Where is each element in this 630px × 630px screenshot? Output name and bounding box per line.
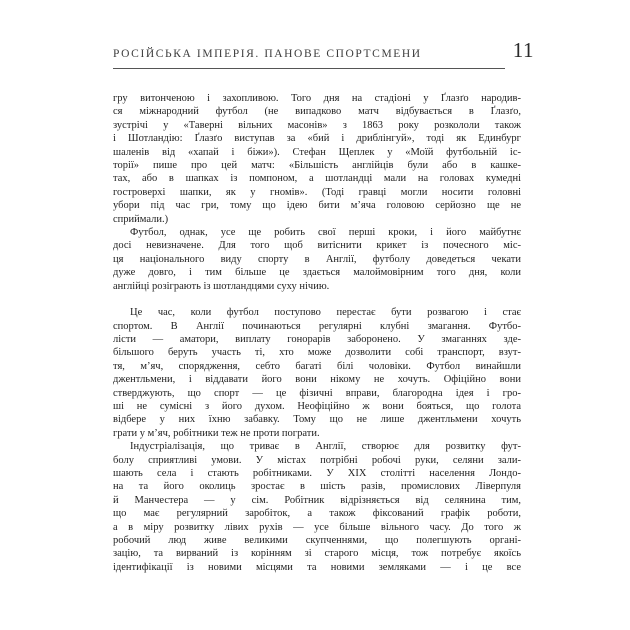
paragraph — [113, 92, 521, 226]
chapter-title: РОСІЙСЬКА ІМПЕРІЯ. ПАНОВЕ СПОРТСМЕНИ — [113, 48, 422, 60]
text-line: грати у м’яч, робітники теж не проти пограти. — [113, 427, 320, 439]
running-head — [113, 44, 505, 69]
text-line: досі невизначене. Для того щоб витіснити крикет із почесного міс- — [113, 240, 521, 252]
text-line: спортом. В Англії починаються регулярні клубні змагання. Футбо- — [113, 320, 521, 332]
text-line: тах, або в шапках із помпоном, а шотландці мали на головах кумедні — [113, 173, 521, 185]
text-line: Індустріалізація, що триває в Англії, створює для розвитку фут- — [130, 441, 521, 453]
text-line: сприймали.) — [113, 213, 169, 225]
text-line: робочий люд живе великими скупченнями, що полегшують органі- — [113, 535, 521, 546]
text-line: більшого беруть участь ті, хто може дозволити собі транспорт, взут- — [113, 347, 521, 359]
text-line: тя, м’яч, спорядження, себто багаті білі чоловіки. Футбол винайшли — [113, 360, 521, 372]
text-line: шаленів від «хапай і біжи»). Стефан Щеплек у «Моїй футбольній іс- — [113, 146, 521, 158]
paragraph — [113, 440, 521, 574]
text-line: болу сприятливі умови. У містах потрібні робочі руки, селяни зали- — [113, 454, 521, 466]
text-line: дуже довго, і тим більше це здається малоймовірним того дня, коли — [113, 267, 521, 279]
paragraph — [113, 226, 521, 293]
page-content — [113, 38, 534, 574]
text-line: Це час, коли футбол поступово перестає бути розвагою і стає — [130, 307, 521, 319]
page-number: 11 — [512, 38, 534, 62]
text-line: на та його околиць зростає в шість разів, промислових Ліверпуля — [113, 481, 521, 493]
text-line: убори під час гри, тому що ідею бити м’яча головою серйозно ще не — [113, 200, 521, 212]
page-header — [113, 38, 534, 69]
text-line: зацію, та вирваний із корінням зі старого місця, тож потребує якоїсь — [113, 548, 521, 560]
text-line: шають села і стають робітниками. У XIX столітті населення Лондо- — [113, 467, 521, 479]
text-line: Футбол, однак, усе ще робить свої перші кроки, і його майбутнє — [130, 227, 521, 239]
text-line: а в міру розвитку лівих рухів — усе більше вільного часу. До того ж — [113, 521, 521, 533]
text-line: зустрічі у «Таверні вільних масонів» з 1863 року розкололи також — [113, 119, 521, 131]
text-line: ідентифікації із новими місцями та новими земляками — і це все — [113, 561, 521, 573]
text-line: ся міжнародний футбол (не випадково матч відбувається в Ґлазґо, — [113, 106, 521, 118]
body-text — [113, 92, 521, 574]
text-line: і Шотландію: Ґлазґо виступав за «бий і дриблінгуй», тоді як Единбург — [113, 133, 521, 145]
text-line: джентльмени, і віддавати його вони нікому не хочуть. Офіційно вони — [113, 374, 521, 386]
text-line: англійці розіграють із шотландцями суху нічию. — [113, 280, 330, 292]
text-line: ші не сумісні з його духом. Неофіційно ж вони бояться, що голота — [113, 400, 521, 412]
text-line: гру витонченою і захопливою. Того дня на стадіоні у Ґлазґо народив- — [113, 93, 521, 104]
text-line: лісти — аматори, виплату гонорарів заборонено. У змаганнях зде- — [113, 333, 521, 345]
text-line: й Манчестера — у сім. Робітник відрізняється від селянина тим, — [113, 494, 521, 506]
text-line: що має регулярний заробіток, а також фіксований графік роботи, — [113, 508, 521, 520]
text-line: відбере у них їхню забавку. Тому що не лише джентльмени хочуть — [113, 414, 521, 426]
text-line: гостроверхі шапки, як у гномів». (Тоді гравці могли носити головні — [113, 186, 521, 198]
text-line: стверджують, що спорт — це фізичні вправи, благородна ідея і гро- — [113, 387, 521, 399]
text-line: ця національного виду спорту в Англії, футболу доведеться чекати — [113, 253, 521, 265]
text-line: торії» пише про цей матч: «Більшість англійців були або в кашке- — [113, 160, 521, 172]
paragraph — [113, 306, 521, 440]
